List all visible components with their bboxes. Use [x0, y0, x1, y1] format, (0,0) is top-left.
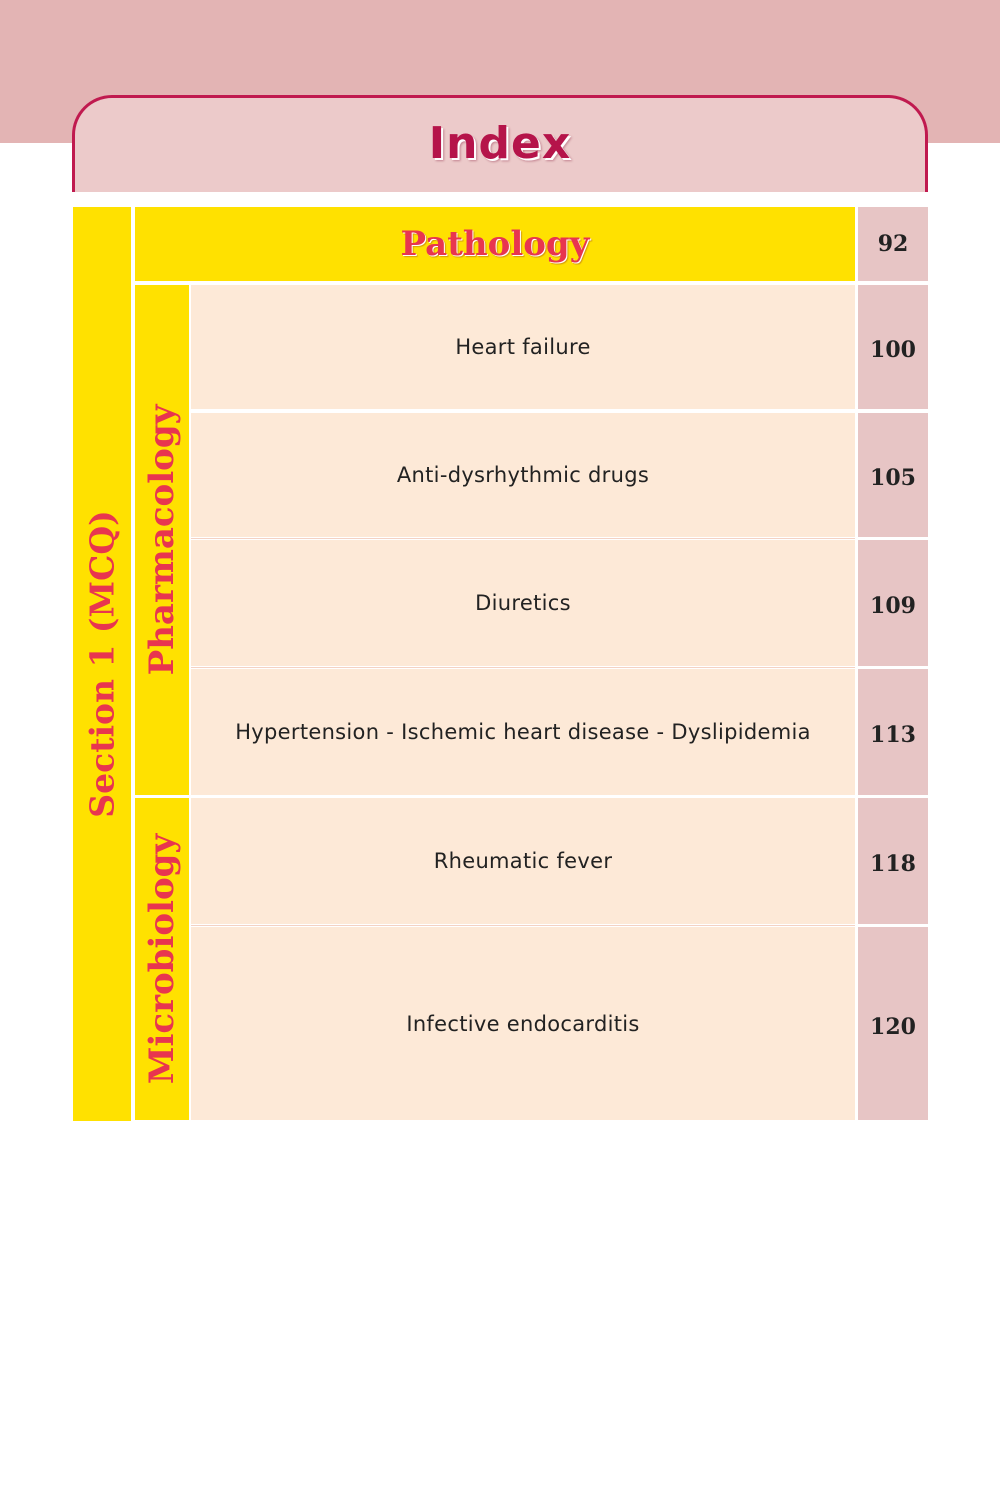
- pathology-label: Pathology: [400, 224, 590, 264]
- page-number: 100: [858, 285, 928, 409]
- microbiology-label: Microbiology: [142, 833, 182, 1085]
- page-number: 113: [858, 669, 928, 795]
- pharmacology-column: [135, 285, 189, 795]
- page-number: 120: [858, 927, 928, 1120]
- row-divider: [191, 667, 855, 668]
- topic-row: Diuretics: [191, 540, 855, 666]
- topic-row: Infective endocarditis: [191, 927, 855, 1120]
- topic-row: Heart failure: [191, 285, 855, 409]
- section-label: Section 1 (MCQ): [82, 510, 122, 818]
- topic-row: Rheumatic fever: [191, 798, 855, 924]
- section-column: [73, 207, 131, 1121]
- page-number: 109: [858, 540, 928, 666]
- row-divider: [191, 538, 855, 539]
- microbiology-column: [135, 798, 189, 1120]
- pathology-row: [135, 207, 855, 281]
- topic-row: Anti-dysrhythmic drugs: [191, 413, 855, 537]
- pathology-page: 92: [858, 207, 928, 281]
- topic-row: Hypertension - Ischemic heart disease - Dyslipidemia: [191, 669, 855, 795]
- page-number: 118: [858, 798, 928, 924]
- page-title: Index: [428, 118, 572, 169]
- row-divider: [191, 925, 855, 926]
- page-number: 105: [858, 413, 928, 537]
- pharmacology-label: Pharmacology: [142, 404, 182, 676]
